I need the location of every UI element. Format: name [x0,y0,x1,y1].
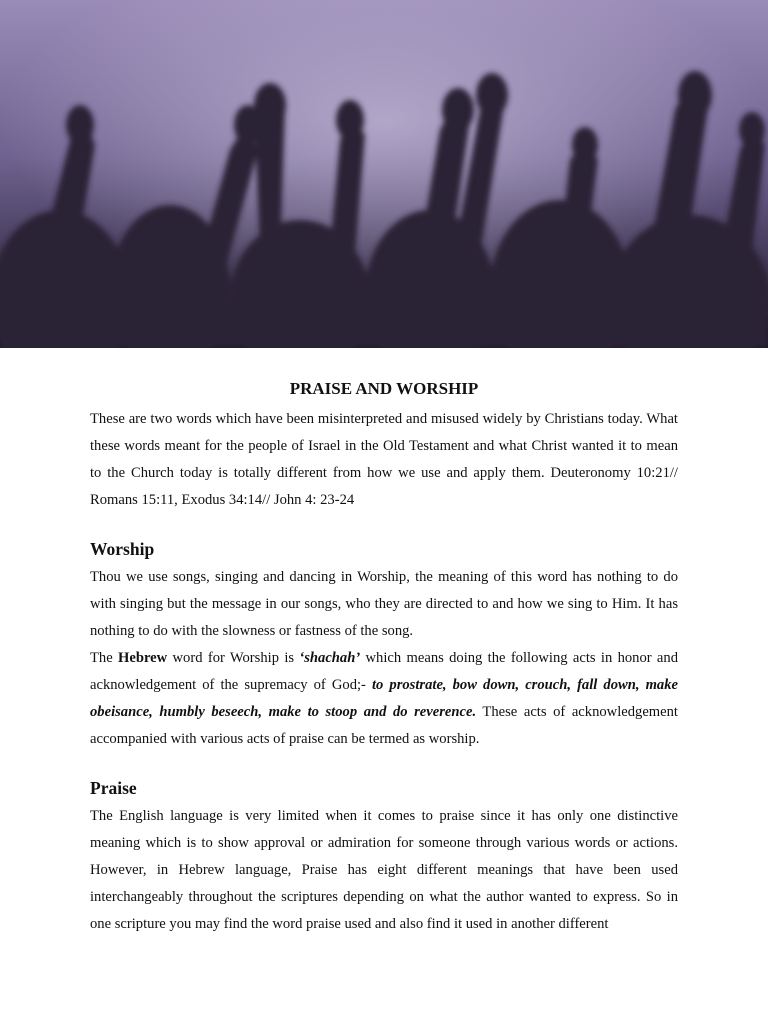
worship-acts: to prostrate, bow down, crouch, fall down, make obeisance, humbly beseech, make to stoop and do reverence. [90,677,678,720]
hebrew-term: Hebrew [118,650,168,666]
praise-heading: Praise [90,778,137,798]
worship-p2-text: which means doing the following acts in honor and acknowledgement of the supremacy of God;- [90,650,679,693]
worship-paragraph-2 [90,645,678,753]
page-title: PRAISE AND WORSHIP [289,379,479,398]
praise-paragraph-1: The English language is very limited when it comes to praise since it has only one distinctive meaning which is to show approval or admiration for someone through various words or actions. However, in Hebrew language, Praise has eight different meanings that have been used interchangeably throughout the scriptures depending on what the author wanted to express. So in one scripture you may find the word praise used and also find it used in another different [90,808,678,932]
shachah-term: ‘shachah’ [299,650,361,666]
worship-paragraph-1: Thou we use songs, singing and dancing in Worship, the meaning of this word has nothing to do with singing but the message in our songs, who they are directed to and how we sing to Him. It has nothing to do with the slowness or fastness of the song. [90,569,678,639]
intro-paragraph: These are two words which have been misinterpreted and misused widely by Christians today. What these words meant for the people of Israel in the Old Testament and what Christ wanted it to mean to the Church today is totally different from how we use and apply them. Deuteronomy 10:21// Romans 15:11, Exodus 34:14// John 4: 23-24 [90,411,678,508]
worship-heading: Worship [90,539,155,559]
worship-p2-end: These acts of acknowledgement accompanied with various acts of praise can be termed as worship. [90,704,678,747]
worship-p2-mid: word for Worship is [167,650,300,666]
banner-image [0,0,768,348]
worship-p2-prefix: The [90,650,119,666]
article [90,372,678,938]
